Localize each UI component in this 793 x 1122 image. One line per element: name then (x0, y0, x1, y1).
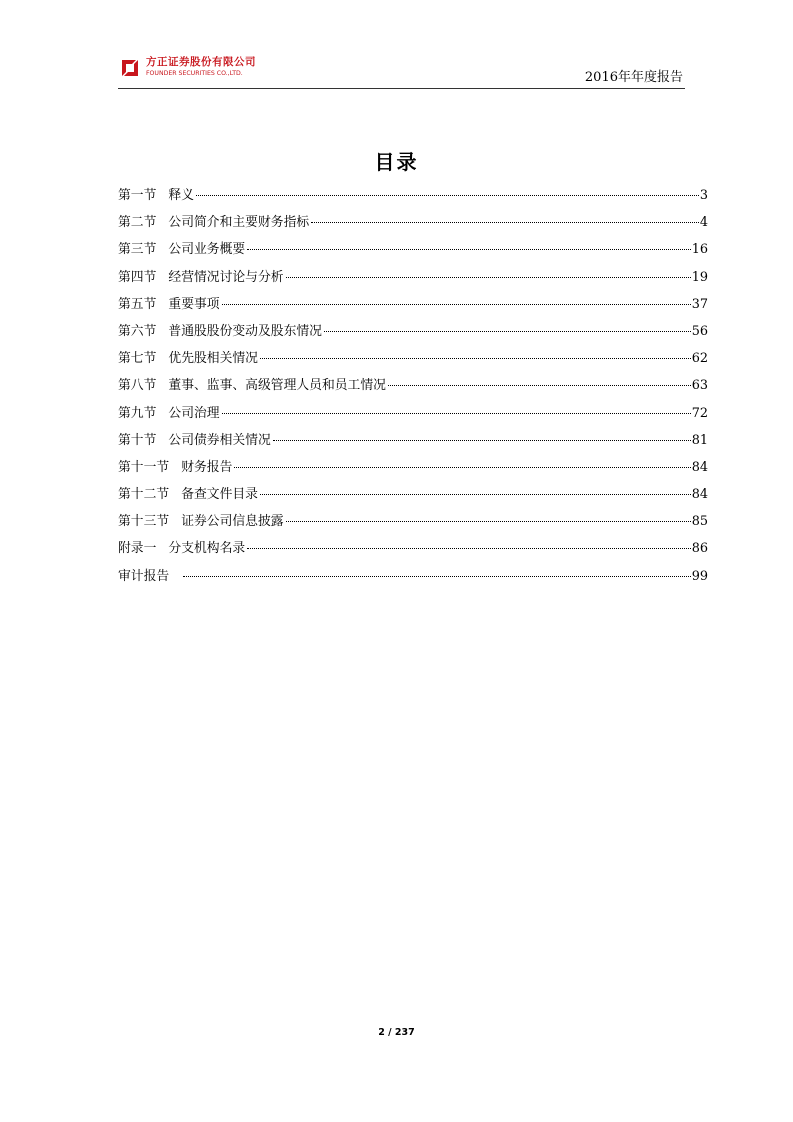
toc-entry[interactable] (118, 293, 708, 320)
toc-entry-page: 19 (691, 269, 708, 285)
toc-entry-label: 公司治理 (168, 405, 220, 421)
toc-entry-number: 第九节 (118, 405, 157, 421)
toc-entry-page: 63 (691, 378, 708, 394)
toc-entry[interactable] (118, 184, 708, 211)
toc-leader-dots (388, 385, 691, 386)
toc-entry-number: 附录一 (118, 541, 157, 557)
toc-entry[interactable] (118, 456, 708, 483)
page-number: 2 / 237 (378, 1027, 415, 1038)
toc-entry-page: 16 (691, 242, 708, 258)
toc-entry[interactable] (118, 510, 708, 537)
toc-leader-dots (183, 576, 691, 577)
toc-entry-page: 62 (691, 351, 708, 367)
founder-logo-icon (118, 56, 142, 80)
toc-entry-number: 第三节 (118, 242, 157, 258)
toc-entry-number: 第四节 (118, 269, 157, 285)
toc-entry-label: 分支机构名录 (168, 541, 246, 557)
toc-leader-dots (260, 494, 691, 495)
toc-entry-label: 经营情况讨论与分析 (168, 269, 284, 285)
toc-entry-number: 第八节 (118, 378, 157, 394)
toc-entry-label: 公司债券相关情况 (168, 432, 271, 448)
toc-entry[interactable] (118, 266, 708, 293)
toc-leader-dots (247, 548, 691, 549)
toc-entry-label: 优先股相关情况 (168, 351, 258, 367)
toc-entry-page: 85 (691, 514, 708, 530)
toc-leader-dots (222, 413, 691, 414)
toc-entry-label: 董事、监事、高级管理人员和员工情况 (168, 378, 386, 394)
toc-entry[interactable] (118, 347, 708, 374)
toc-entry-page: 72 (691, 405, 708, 421)
toc-leader-dots (286, 277, 691, 278)
toc-entry[interactable] (118, 429, 708, 456)
page-header (118, 54, 685, 89)
toc-entry-page: 99 (691, 568, 708, 584)
toc-entry[interactable] (118, 320, 708, 347)
toc-entry[interactable] (118, 402, 708, 429)
toc-entry-number: 第十节 (118, 432, 157, 448)
toc-entry-page: 4 (699, 215, 708, 231)
toc-entry-label: 财务报告 (181, 459, 233, 475)
table-of-contents (118, 184, 708, 592)
toc-entry-page: 3 (699, 188, 708, 203)
toc-leader-dots (234, 467, 690, 468)
toc-entry-number: 第二节 (118, 215, 157, 231)
toc-entry-label: 公司简介和主要财务指标 (168, 215, 310, 231)
toc-leader-dots (273, 440, 691, 441)
toc-entry-number: 第六节 (118, 323, 157, 339)
toc-leader-dots (324, 331, 691, 332)
toc-title: 目录 (374, 150, 419, 174)
toc-entry-number: 第五节 (118, 296, 157, 312)
toc-entry-label: 释义 (168, 188, 194, 203)
toc-entry[interactable] (118, 374, 708, 401)
toc-entry-page: 81 (691, 432, 708, 448)
toc-entry-page: 84 (691, 459, 708, 475)
toc-leader-dots (247, 249, 691, 250)
toc-entry-number: 第十三节 (118, 514, 170, 530)
toc-entry-label: 备查文件目录 (181, 487, 258, 503)
toc-entry[interactable] (118, 211, 708, 238)
toc-entry-number: 第一节 (118, 188, 157, 203)
toc-entry-page: 86 (691, 541, 708, 557)
company-name (146, 56, 256, 78)
toc-entry-number: 第七节 (118, 351, 157, 367)
toc-entry-page: 37 (691, 296, 708, 312)
company-name-cn: 方正证券股份有限公司 (146, 56, 256, 68)
toc-leader-dots (222, 304, 691, 305)
toc-leader-dots (260, 358, 691, 359)
company-name-en: FOUNDER SECURITIES CO.,LTD. (146, 70, 243, 77)
toc-entry-number: 审计报告 (118, 568, 170, 584)
toc-leader-dots (196, 195, 699, 196)
report-title: 2016年年度报告 (584, 70, 683, 85)
toc-leader-dots (311, 222, 699, 223)
toc-entry[interactable] (118, 238, 708, 265)
toc-entry-label: 证券公司信息披露 (181, 514, 284, 530)
toc-entry-label: 公司业务概要 (168, 242, 246, 258)
toc-entry[interactable] (118, 565, 708, 592)
toc-entry-number: 第十二节 (118, 487, 170, 503)
toc-entry-number: 第十一节 (118, 459, 170, 475)
toc-entry-label: 普通股股份变动及股东情况 (168, 323, 322, 339)
toc-entry[interactable] (118, 537, 708, 564)
toc-entry[interactable] (118, 483, 708, 510)
toc-leader-dots (286, 521, 691, 522)
toc-entry-page: 84 (691, 487, 708, 503)
toc-entry-label: 重要事项 (168, 296, 220, 312)
toc-entry-page: 56 (691, 323, 708, 339)
